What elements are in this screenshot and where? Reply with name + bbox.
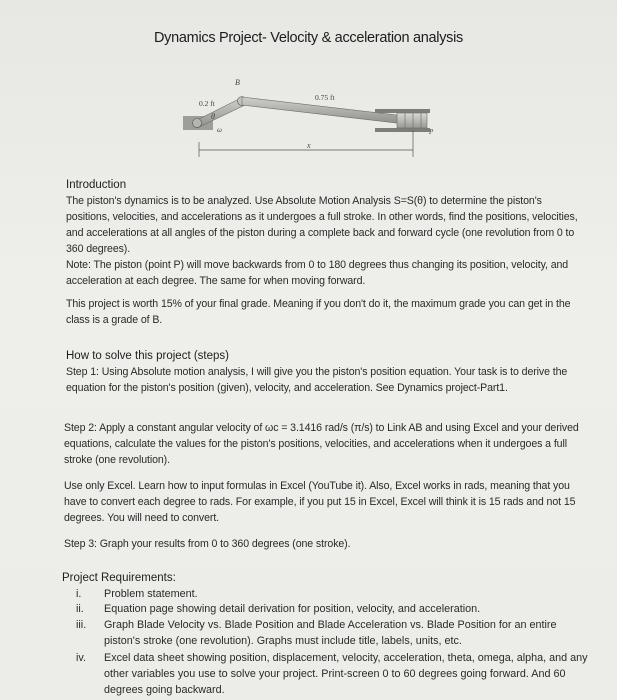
step-1: Step 1: Using Absolute motion analysis, I will give you the piston's position equation. Your task is to derive the equation for the piston's position (given), velocity, and acceleration. See Dynamics project-Part1. (66, 366, 568, 394)
step-3: Step 3: Graph your results from 0 to 360 degrees (one stroke). (64, 538, 351, 550)
requirement-number: ii. (76, 603, 84, 615)
slider-crank-figure (175, 72, 445, 162)
label-b: B (235, 78, 240, 87)
requirement-text: Graph Blade Velocity vs. Blade Position and Blade Acceleration vs. Blade Position for an entire piston's stroke (one revolution). Graphs must include title, labels, units, etc. (104, 619, 557, 647)
requirement-number: iv. (76, 652, 86, 664)
how-to-heading: How to solve this project (steps) (66, 350, 229, 362)
excel-note: Use only Excel. Learn how to input formulas in Excel (YouTube it). Also, Excel works in rads, meaning that you have to convert each degree to rads. For example, if you put 15 in Excel, Excel will think it is 15 rads and not 15 degrees. You will need to convert. (64, 480, 576, 524)
cylinder-top (375, 109, 430, 113)
requirement-text: Excel data sheet showing position, displacement, velocity, acceleration, theta, omega, alpha, and any other variables you use to solve your project. Print-screen 0 to 60 degrees going forward. And 60 degrees going backward. (104, 652, 588, 696)
cylinder-bottom (375, 128, 430, 132)
label-02ft: 0.2 ft (199, 99, 215, 108)
piston (397, 113, 427, 128)
requirement-text: Problem statement. (104, 588, 198, 600)
requirement-number: iii. (76, 619, 87, 631)
label-p: P (429, 128, 434, 136)
label-omega: ω (217, 126, 222, 134)
grade-worth-paragraph: This project is worth 15% of your final grade. Meaning if you don't do it, the maximum grade you can get in the class is a grade of B. (66, 298, 571, 326)
introduction-paragraph: The piston's dynamics is to be analyzed. Use Absolute Motion Analysis S=S(θ) to determine the piston's positions, velocities, and accelerations as it undergoes a full stroke. In other words, find the positions, velocities, and accelerations at all angles of the piston during a complete back and forward cycle (one revolution from 0 to 360 degrees). (66, 195, 578, 255)
note-paragraph: Note: The piston (point P) will move backwards from 0 to 180 degrees thus changing its position, velocity, and acceleration at each degree. The same for when moving forward. (66, 259, 569, 287)
label-theta: θ (211, 112, 215, 121)
requirement-number: i. (76, 588, 82, 600)
introduction-heading: Introduction (66, 179, 127, 191)
page-title: Dynamics Project- Velocity & acceleration analysis (154, 30, 463, 46)
label-075ft: 0.75 ft (315, 93, 335, 102)
requirement-text: Equation page showing detail derivation for position, velocity, and acceleration. (104, 603, 481, 615)
step-2: Step 2: Apply a constant angular velocity of ωc = 3.1416 rad/s (π/s) to Link AB and using Excel and your derived equations, calculate the values for the piston's positions, velocities, and accelerations when it undergoes a full stroke (one revolution). (64, 422, 579, 466)
pin-a (193, 119, 202, 128)
requirements-heading: Project Requirements: (62, 572, 176, 584)
label-x: x (307, 141, 311, 150)
